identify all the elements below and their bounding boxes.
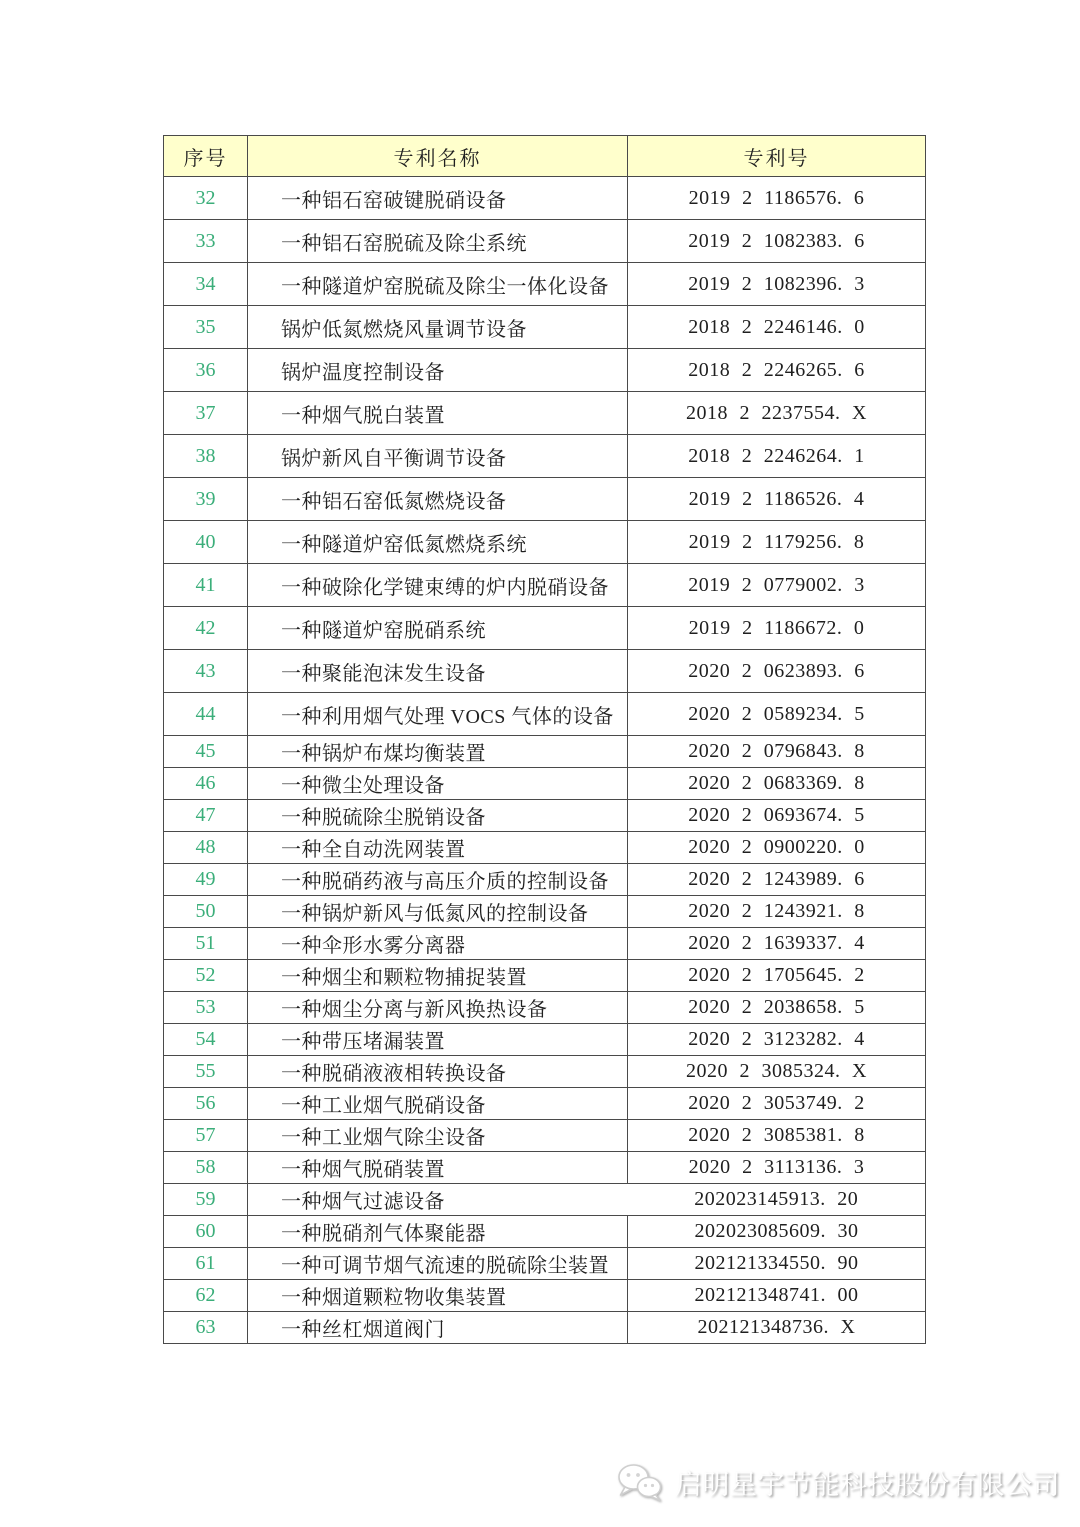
patent-number: 2020 2 0796843. 8 (628, 736, 926, 768)
table-row (164, 521, 926, 564)
row-serial: 49 (164, 864, 248, 896)
company-name: 启明星宇节能科技股份有限公司 (675, 1469, 1060, 1500)
table-row (164, 1312, 926, 1344)
patent-name: 一种伞形水雾分离器 (248, 928, 628, 960)
table-row (164, 960, 926, 992)
table-row (164, 768, 926, 800)
row-serial: 45 (164, 736, 248, 768)
table-row (164, 1248, 926, 1280)
patent-number: 2020 2 0589234. 5 (628, 693, 926, 736)
patent-number: 2019 2 1179256. 8 (628, 521, 926, 564)
row-serial: 58 (164, 1152, 248, 1184)
row-serial: 34 (164, 263, 248, 306)
table-row (164, 736, 926, 768)
wechat-icon (615, 1462, 665, 1502)
row-serial: 37 (164, 392, 248, 435)
patent-number: 2020 2 0683369. 8 (628, 768, 926, 800)
header-row (164, 136, 926, 177)
patent-name: 一种带压堵漏装置 (248, 1024, 628, 1056)
patent-name: 一种工业烟气除尘设备 (248, 1120, 628, 1152)
patent-number: 2020 2 1243989. 6 (628, 864, 926, 896)
column-header-serial: 序号 (164, 136, 248, 177)
table-row (164, 306, 926, 349)
patent-name: 锅炉温度控制设备 (248, 349, 628, 392)
patent-number: 2020 2 1639337. 4 (628, 928, 926, 960)
table-header (164, 136, 926, 177)
row-serial: 50 (164, 896, 248, 928)
table-row (164, 864, 926, 896)
patent-name: 一种隧道炉窑低氮燃烧系统 (248, 521, 628, 564)
patent-number: 2018 2 2246265. 6 (628, 349, 926, 392)
table-row (164, 435, 926, 478)
row-serial: 36 (164, 349, 248, 392)
patent-name: 一种工业烟气脱硝设备 (248, 1088, 628, 1120)
row-serial: 56 (164, 1088, 248, 1120)
patent-name: 一种烟气过滤设备 (248, 1184, 628, 1216)
row-serial: 62 (164, 1280, 248, 1312)
patent-name: 一种微尘处理设备 (248, 768, 628, 800)
row-serial: 60 (164, 1216, 248, 1248)
patent-name: 一种脱硝剂气体聚能器 (248, 1216, 628, 1248)
patent-number: 2020 2 3085381. 8 (628, 1120, 926, 1152)
row-serial: 46 (164, 768, 248, 800)
table-row (164, 896, 926, 928)
patent-number: 202023085609. 30 (628, 1216, 926, 1248)
patent-name: 一种锅炉新风与低氮风的控制设备 (248, 896, 628, 928)
table-row (164, 263, 926, 306)
patent-number: 2018 2 2246146. 0 (628, 306, 926, 349)
table-row (164, 650, 926, 693)
patent-number: 2020 2 3123282. 4 (628, 1024, 926, 1056)
patent-name: 一种铝石窑破键脱硝设备 (248, 177, 628, 220)
patent-name: 一种锅炉布煤均衡装置 (248, 736, 628, 768)
row-serial: 55 (164, 1056, 248, 1088)
row-serial: 44 (164, 693, 248, 736)
patent-table (163, 135, 926, 1344)
table-row (164, 564, 926, 607)
patent-number: 2020 2 0900220. 0 (628, 832, 926, 864)
table-row (164, 1184, 926, 1216)
patent-number: 202023145913. 20 (628, 1184, 926, 1216)
patent-number: 2020 2 3053749. 2 (628, 1088, 926, 1120)
row-serial: 35 (164, 306, 248, 349)
row-serial: 48 (164, 832, 248, 864)
patent-name: 一种烟气脱硝装置 (248, 1152, 628, 1184)
table-row (164, 992, 926, 1024)
patent-number: 2019 2 1082396. 3 (628, 263, 926, 306)
patent-name: 一种脱硝液液相转换设备 (248, 1056, 628, 1088)
table-row (164, 607, 926, 650)
table-row (164, 1024, 926, 1056)
patent-name: 一种聚能泡沫发生设备 (248, 650, 628, 693)
patent-number: 2018 2 2246264. 1 (628, 435, 926, 478)
table-row (164, 800, 926, 832)
row-serial: 57 (164, 1120, 248, 1152)
row-serial: 61 (164, 1248, 248, 1280)
table-row (164, 1280, 926, 1312)
table-row (164, 392, 926, 435)
patent-table-body (164, 177, 926, 1344)
patent-name: 一种烟尘分离与新风换热设备 (248, 992, 628, 1024)
row-serial: 54 (164, 1024, 248, 1056)
row-serial: 47 (164, 800, 248, 832)
patent-number: 202121334550. 90 (628, 1248, 926, 1280)
row-serial: 33 (164, 220, 248, 263)
patent-number: 2019 2 1186526. 4 (628, 478, 926, 521)
patent-number: 2020 2 0623893. 6 (628, 650, 926, 693)
patent-number: 2020 2 1705645. 2 (628, 960, 926, 992)
patent-number: 202121348736. X (628, 1312, 926, 1344)
table-row (164, 220, 926, 263)
row-serial: 41 (164, 564, 248, 607)
patent-name: 一种隧道炉窑脱硫及除尘一体化设备 (248, 263, 628, 306)
patent-name: 一种烟气脱白装置 (248, 392, 628, 435)
row-serial: 52 (164, 960, 248, 992)
patent-name: 一种烟尘和颗粒物捕捉装置 (248, 960, 628, 992)
table-row (164, 1056, 926, 1088)
patent-name: 一种铝石窑脱硫及除尘系统 (248, 220, 628, 263)
row-serial: 43 (164, 650, 248, 693)
patent-name: 一种全自动洗网装置 (248, 832, 628, 864)
patent-name: 一种隧道炉窑脱硝系统 (248, 607, 628, 650)
patent-name: 一种可调节烟气流速的脱硫除尘装置 (248, 1248, 628, 1280)
patent-name: 一种破除化学键束缚的炉内脱硝设备 (248, 564, 628, 607)
patent-number: 2019 2 1082383. 6 (628, 220, 926, 263)
row-serial: 42 (164, 607, 248, 650)
patent-name: 一种利用烟气处理 VOCS 气体的设备 (248, 693, 628, 736)
column-header-patent-name: 专利名称 (248, 136, 628, 177)
patent-number: 2018 2 2237554. X (628, 392, 926, 435)
patent-name: 一种丝杠烟道阀门 (248, 1312, 628, 1344)
patent-number: 2020 2 2038658. 5 (628, 992, 926, 1024)
patent-number: 2020 2 0693674. 5 (628, 800, 926, 832)
table-row (164, 693, 926, 736)
row-serial: 53 (164, 992, 248, 1024)
table-row (164, 1216, 926, 1248)
patent-number: 2020 2 3113136. 3 (628, 1152, 926, 1184)
patent-name: 一种铝石窑低氮燃烧设备 (248, 478, 628, 521)
table-row (164, 1088, 926, 1120)
table-row (164, 478, 926, 521)
patent-number: 2019 2 1186576. 6 (628, 177, 926, 220)
row-serial: 51 (164, 928, 248, 960)
table-row (164, 1120, 926, 1152)
table-row (164, 349, 926, 392)
table-row (164, 1152, 926, 1184)
patent-number: 202121348741. 00 (628, 1280, 926, 1312)
row-serial: 39 (164, 478, 248, 521)
patent-number: 2019 2 1186672. 0 (628, 607, 926, 650)
table-row (164, 832, 926, 864)
patent-number: 2020 2 3085324. X (628, 1056, 926, 1088)
watermark (615, 1461, 1060, 1503)
column-header-patent-number: 专利号 (628, 136, 926, 177)
patent-name: 锅炉低氮燃烧风量调节设备 (248, 306, 628, 349)
row-serial: 40 (164, 521, 248, 564)
patent-name: 一种烟道颗粒物收集装置 (248, 1280, 628, 1312)
patent-number: 2020 2 1243921. 8 (628, 896, 926, 928)
table-row (164, 928, 926, 960)
row-serial: 38 (164, 435, 248, 478)
row-serial: 32 (164, 177, 248, 220)
row-serial: 63 (164, 1312, 248, 1344)
patent-name: 一种脱硫除尘脱销设备 (248, 800, 628, 832)
row-serial: 59 (164, 1184, 248, 1216)
patent-name: 锅炉新风自平衡调节设备 (248, 435, 628, 478)
patent-number: 2019 2 0779002. 3 (628, 564, 926, 607)
patent-name: 一种脱硝药液与高压介质的控制设备 (248, 864, 628, 896)
table-row (164, 177, 926, 220)
